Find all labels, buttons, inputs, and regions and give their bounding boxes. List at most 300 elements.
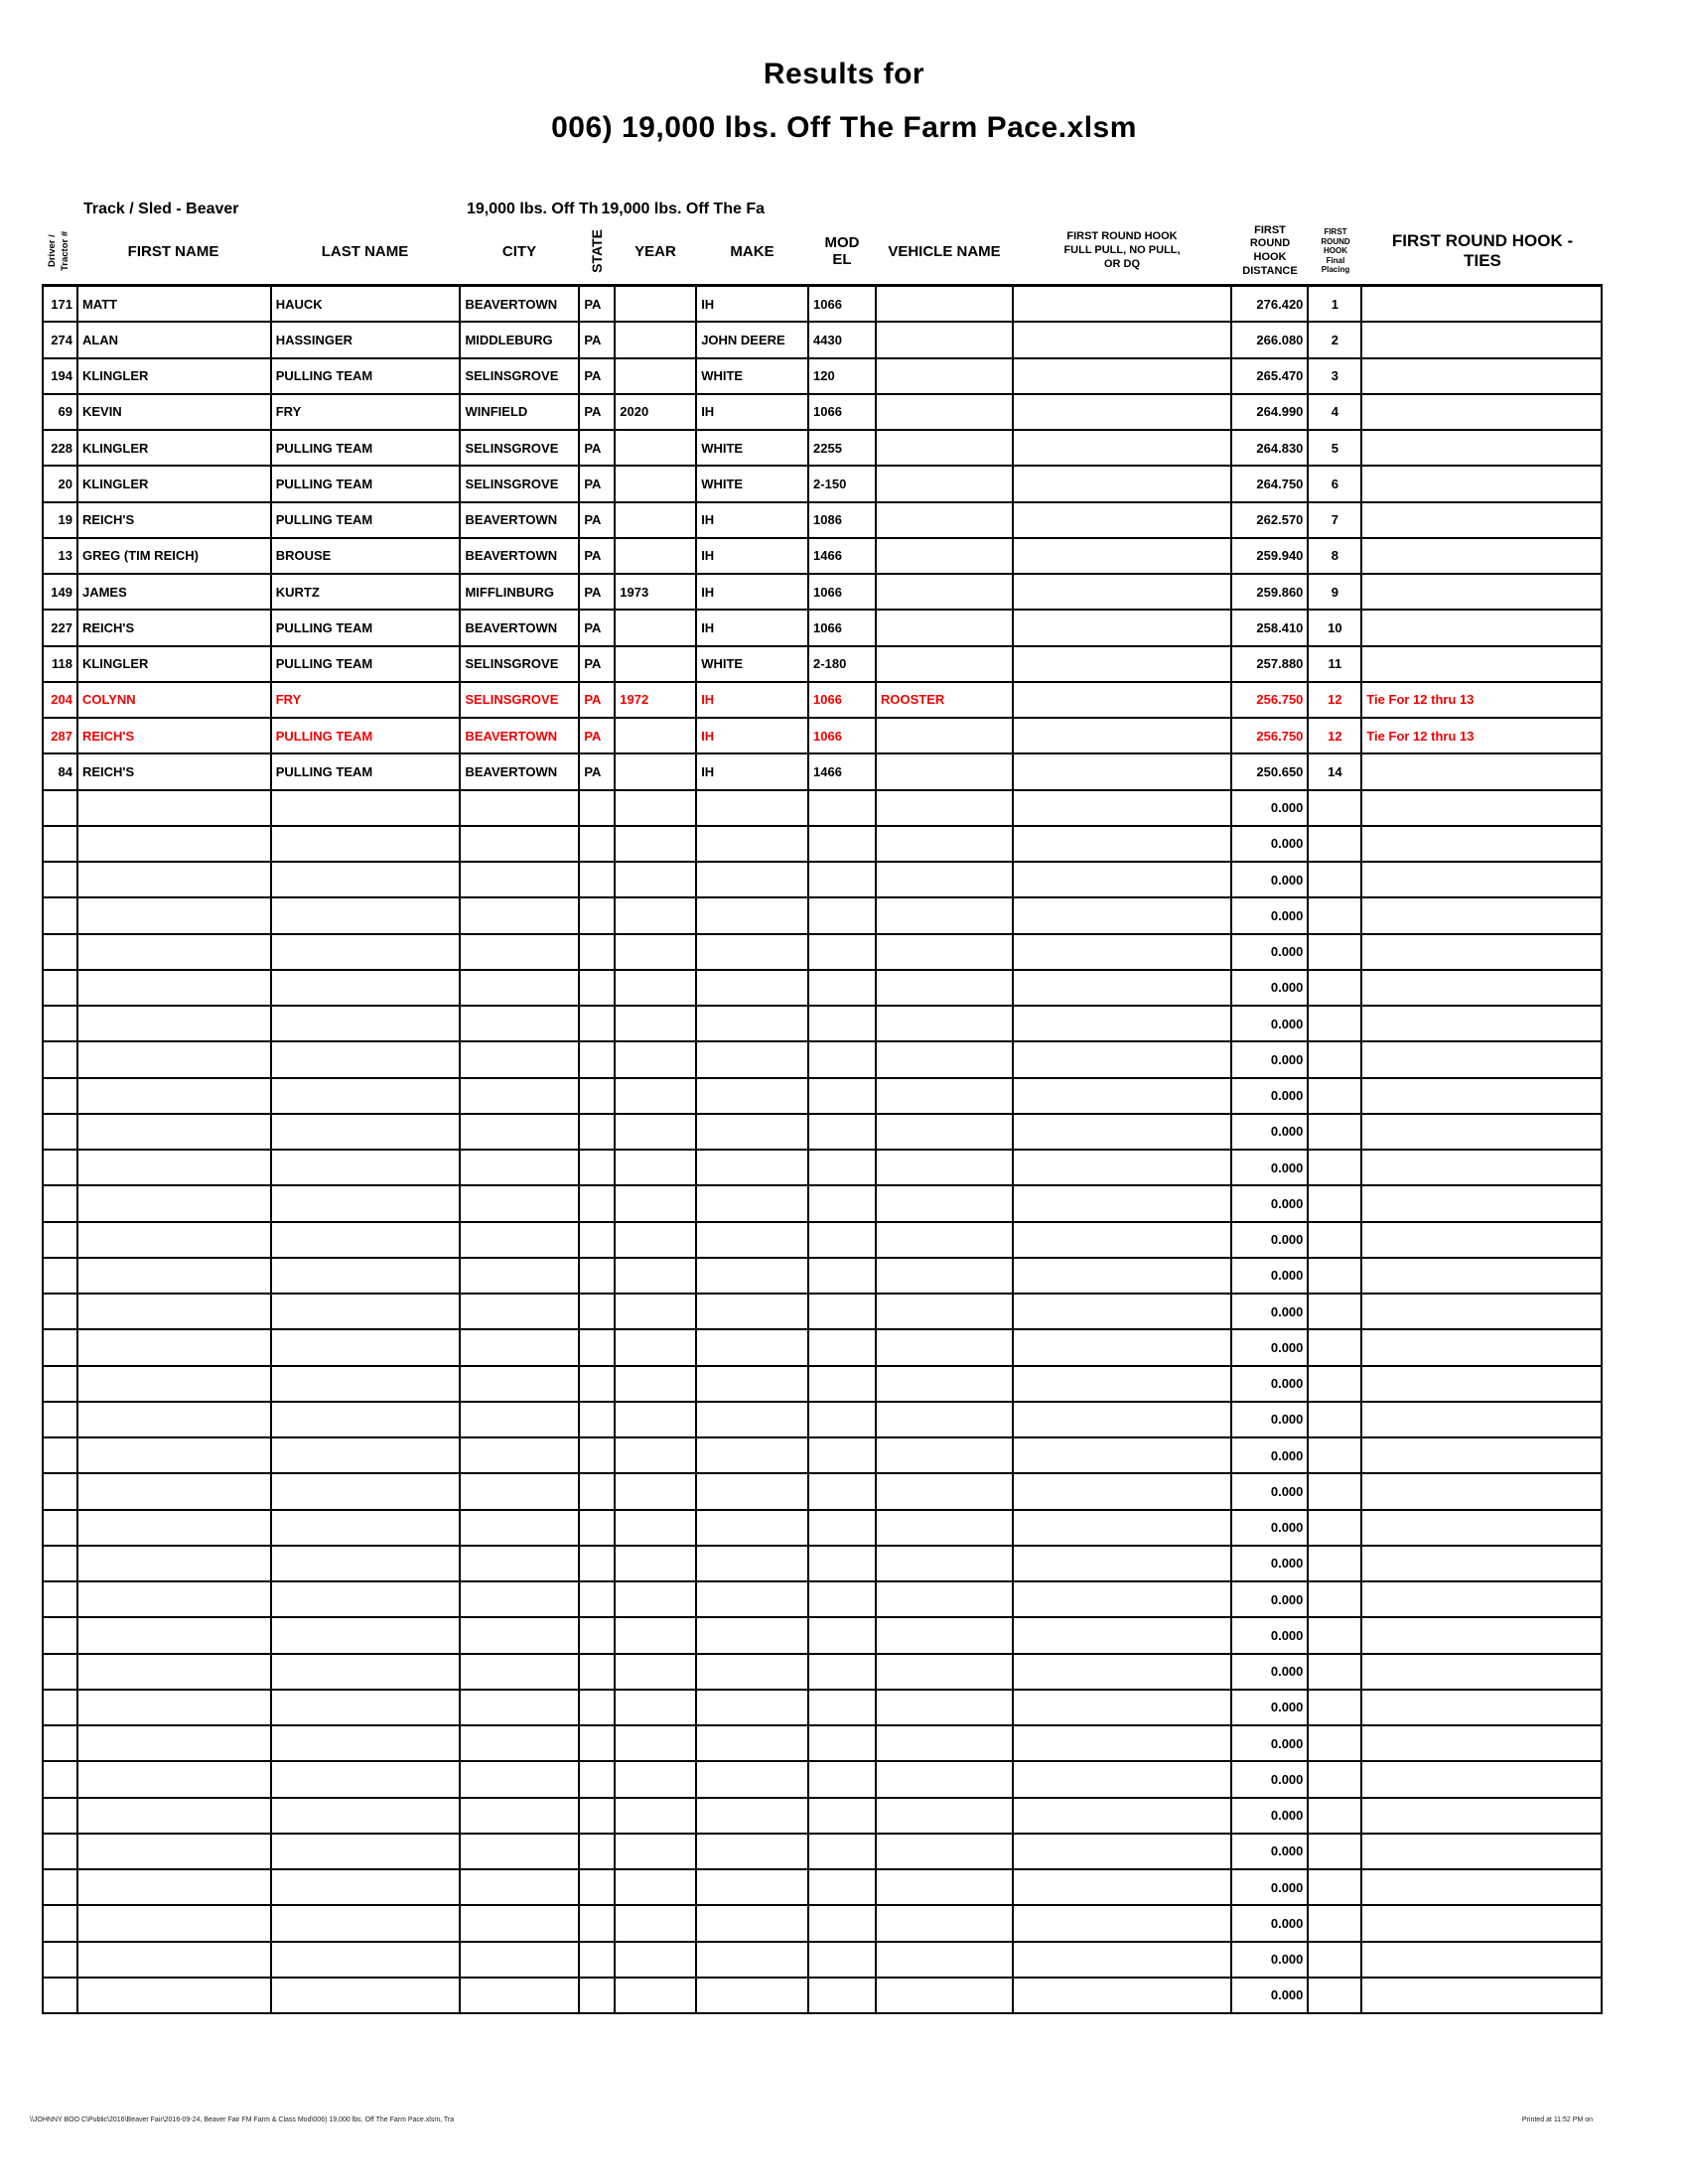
table-row	[42, 1691, 1603, 1726]
cell-city	[461, 1259, 580, 1293]
cell-placing	[1309, 1691, 1362, 1724]
cell-placing	[1309, 1835, 1362, 1868]
cell-num	[44, 1726, 78, 1760]
cell-num	[44, 1474, 78, 1508]
cell-last: PULLING TEAM	[272, 647, 462, 681]
cell-first: GREG (TIM REICH)	[78, 539, 272, 573]
cell-placing: 12	[1309, 683, 1362, 717]
cell-state: PA	[580, 395, 616, 429]
table-row	[42, 1367, 1603, 1403]
cell-first: KLINGLER	[78, 647, 272, 681]
cell-state	[580, 1762, 616, 1796]
cell-vehicle: ROOSTER	[877, 683, 1014, 717]
cell-last	[272, 1906, 462, 1940]
cell-year	[616, 1115, 697, 1149]
cell-model	[809, 1115, 877, 1149]
cell-city	[461, 1799, 580, 1833]
cell-first	[78, 863, 272, 896]
cell-year	[616, 1655, 697, 1689]
cell-year	[616, 827, 697, 861]
cell-first	[78, 1582, 272, 1616]
cell-state	[580, 1079, 616, 1113]
cell-city: SELINSGROVE	[461, 431, 580, 465]
table-row	[42, 323, 1603, 358]
cell-vehicle	[877, 1943, 1014, 1977]
cell-num	[44, 1582, 78, 1616]
cell-placing	[1309, 1547, 1362, 1580]
cell-model	[809, 1655, 877, 1689]
cell-placing	[1309, 1186, 1362, 1220]
cell-city	[461, 1691, 580, 1724]
cell-hook	[1014, 1906, 1232, 1940]
cell-distance: 0.000	[1232, 1799, 1310, 1833]
cell-first: KLINGLER	[78, 467, 272, 500]
cell-model: 1086	[809, 503, 877, 537]
cell-last: BROUSE	[272, 539, 462, 573]
cell-model	[809, 791, 877, 825]
cell-last: PULLING TEAM	[272, 359, 462, 393]
cell-city: MIFFLINBURG	[461, 575, 580, 609]
cell-last	[272, 1403, 462, 1436]
cell-hook	[1014, 1474, 1232, 1508]
cell-ties	[1362, 1547, 1603, 1580]
cell-year	[616, 1042, 697, 1076]
cell-last	[272, 935, 462, 969]
cell-year	[616, 1582, 697, 1616]
cell-num	[44, 1042, 78, 1076]
cell-year	[616, 1979, 697, 2012]
cell-distance: 0.000	[1232, 1655, 1310, 1689]
cell-city	[461, 1186, 580, 1220]
cell-vehicle	[877, 935, 1014, 969]
cell-first	[78, 827, 272, 861]
cell-hook	[1014, 1115, 1232, 1149]
table-row	[42, 1835, 1603, 1870]
table-row	[42, 1618, 1603, 1654]
cell-city	[461, 1943, 580, 1977]
cell-vehicle	[877, 863, 1014, 896]
cell-model	[809, 898, 877, 932]
table-row	[42, 1582, 1603, 1618]
cell-city	[461, 827, 580, 861]
cell-distance: 0.000	[1232, 1618, 1310, 1652]
cell-vehicle	[877, 827, 1014, 861]
cell-placing	[1309, 971, 1362, 1005]
cell-model: 1466	[809, 539, 877, 573]
cell-make: WHITE	[697, 431, 809, 465]
cell-hook	[1014, 1330, 1232, 1364]
cell-hook	[1014, 575, 1232, 609]
cell-last	[272, 1295, 462, 1328]
cell-distance: 0.000	[1232, 1151, 1310, 1184]
table-row	[42, 1079, 1603, 1115]
cell-year	[616, 1870, 697, 1904]
cell-make: IH	[697, 287, 809, 321]
cell-city: BEAVERTOWN	[461, 754, 580, 788]
table-row	[42, 1259, 1603, 1295]
cell-year	[616, 863, 697, 896]
cell-vehicle	[877, 1367, 1014, 1401]
cell-ties	[1362, 754, 1603, 788]
cell-placing: 7	[1309, 503, 1362, 537]
cell-last	[272, 971, 462, 1005]
cell-ties	[1362, 1511, 1603, 1545]
cell-year	[616, 1691, 697, 1724]
cell-placing	[1309, 1007, 1362, 1040]
cell-placing: 9	[1309, 575, 1362, 609]
cell-make	[697, 1726, 809, 1760]
cell-hook	[1014, 1438, 1232, 1472]
cell-vehicle	[877, 1870, 1014, 1904]
cell-model	[809, 1906, 877, 1940]
cell-make	[697, 1115, 809, 1149]
cell-ties	[1362, 1762, 1603, 1796]
cell-first	[78, 1115, 272, 1149]
cell-first: COLYNN	[78, 683, 272, 717]
cell-ties	[1362, 1330, 1603, 1364]
cell-num	[44, 1511, 78, 1545]
cell-hook	[1014, 431, 1232, 465]
cell-distance: 0.000	[1232, 1906, 1310, 1940]
table-row	[42, 1295, 1603, 1330]
table-row	[42, 287, 1603, 323]
cell-hook	[1014, 1762, 1232, 1796]
cell-state	[580, 1330, 616, 1364]
cell-distance: 262.570	[1232, 503, 1310, 537]
cell-distance: 0.000	[1232, 935, 1310, 969]
cell-vehicle	[877, 1762, 1014, 1796]
cell-vehicle	[877, 359, 1014, 393]
cell-make	[697, 1330, 809, 1364]
cell-ties	[1362, 395, 1603, 429]
cell-year	[616, 611, 697, 644]
cell-vehicle	[877, 1726, 1014, 1760]
cell-distance: 0.000	[1232, 1186, 1310, 1220]
cell-hook	[1014, 503, 1232, 537]
cell-placing	[1309, 1943, 1362, 1977]
cell-distance: 0.000	[1232, 827, 1310, 861]
table-row	[42, 971, 1603, 1007]
cell-num: 20	[44, 467, 78, 500]
cell-city	[461, 1906, 580, 1940]
cell-last	[272, 827, 462, 861]
cell-hook	[1014, 1835, 1232, 1868]
cell-city	[461, 1618, 580, 1652]
cell-model	[809, 1438, 877, 1472]
cell-vehicle	[877, 1618, 1014, 1652]
cell-vehicle	[877, 1115, 1014, 1149]
cell-distance: 0.000	[1232, 1007, 1310, 1040]
cell-num: 227	[44, 611, 78, 644]
cell-year	[616, 1726, 697, 1760]
cell-last: PULLING TEAM	[272, 467, 462, 500]
cell-placing	[1309, 1582, 1362, 1616]
cell-first: REICH'S	[78, 503, 272, 537]
cell-state	[580, 1223, 616, 1257]
cell-num	[44, 1655, 78, 1689]
cell-year	[616, 1618, 697, 1652]
cell-ties	[1362, 827, 1603, 861]
cell-ties	[1362, 1295, 1603, 1328]
cell-hook	[1014, 1511, 1232, 1545]
cell-year	[616, 1762, 697, 1796]
table-row	[42, 1799, 1603, 1835]
cell-model: 1066	[809, 683, 877, 717]
cell-num	[44, 1295, 78, 1328]
cell-city	[461, 1979, 580, 2012]
footer-printed-at: Printed at 11:52 PM on	[1521, 2116, 1593, 2123]
table-row	[42, 1943, 1603, 1979]
class-label	[467, 201, 768, 218]
table-row	[42, 539, 1603, 575]
cell-distance: 0.000	[1232, 1042, 1310, 1076]
cell-year: 2020	[616, 395, 697, 429]
cell-first	[78, 1151, 272, 1184]
cell-year	[616, 1799, 697, 1833]
cell-year	[616, 1259, 697, 1293]
table-row	[42, 1438, 1603, 1474]
cell-distance: 264.990	[1232, 395, 1310, 429]
cell-hook	[1014, 539, 1232, 573]
cell-distance: 259.940	[1232, 539, 1310, 573]
cell-last	[272, 1979, 462, 2012]
cell-last	[272, 1799, 462, 1833]
cell-ties	[1362, 791, 1603, 825]
cell-ties	[1362, 935, 1603, 969]
cell-last	[272, 1474, 462, 1508]
cell-state	[580, 1906, 616, 1940]
cell-make	[697, 1691, 809, 1724]
cell-last	[272, 1007, 462, 1040]
cell-placing: 2	[1309, 323, 1362, 356]
cell-city	[461, 1367, 580, 1401]
cell-make	[697, 863, 809, 896]
cell-model	[809, 1079, 877, 1113]
cell-placing: 14	[1309, 754, 1362, 788]
cell-last	[272, 1511, 462, 1545]
cell-num	[44, 1762, 78, 1796]
track-sled-label: Track / Sled - Beaver	[83, 201, 239, 217]
cell-ties	[1362, 1438, 1603, 1472]
cell-vehicle	[877, 539, 1014, 573]
cell-placing	[1309, 1618, 1362, 1652]
cell-ties	[1362, 1835, 1603, 1868]
cell-distance: 0.000	[1232, 791, 1310, 825]
cell-city	[461, 1295, 580, 1328]
cell-state: PA	[580, 287, 616, 321]
table-row	[42, 359, 1603, 395]
cell-make: IH	[697, 611, 809, 644]
cell-hook	[1014, 359, 1232, 393]
cell-year	[616, 754, 697, 788]
cell-placing: 5	[1309, 431, 1362, 465]
cell-num	[44, 935, 78, 969]
cell-hook	[1014, 1943, 1232, 1977]
cell-city: SELINSGROVE	[461, 359, 580, 393]
cell-distance: 0.000	[1232, 971, 1310, 1005]
cell-placing	[1309, 863, 1362, 896]
cell-year	[616, 539, 697, 573]
cell-state	[580, 935, 616, 969]
cell-distance: 0.000	[1232, 1582, 1310, 1616]
cell-state	[580, 1367, 616, 1401]
cell-vehicle	[877, 754, 1014, 788]
cell-hook	[1014, 1259, 1232, 1293]
cell-ties	[1362, 863, 1603, 896]
cell-first	[78, 1330, 272, 1364]
cell-model: 1066	[809, 395, 877, 429]
cell-make	[697, 1618, 809, 1652]
cell-state: PA	[580, 611, 616, 644]
cell-first: REICH'S	[78, 754, 272, 788]
cell-state	[580, 1979, 616, 2012]
cell-state	[580, 1151, 616, 1184]
cell-state	[580, 1726, 616, 1760]
cell-model	[809, 1403, 877, 1436]
cell-distance: 0.000	[1232, 1511, 1310, 1545]
cell-model: 1066	[809, 611, 877, 644]
cell-first	[78, 1835, 272, 1868]
cell-placing: 4	[1309, 395, 1362, 429]
header-first-round-hook-placing-label: FIRST ROUND HOOK Final Placing	[1321, 227, 1350, 275]
header-last-name: LAST NAME	[321, 242, 409, 260]
table-row	[42, 1655, 1603, 1691]
cell-last	[272, 1330, 462, 1364]
cell-first	[78, 1691, 272, 1724]
cell-num	[44, 971, 78, 1005]
cell-distance: 0.000	[1232, 1259, 1310, 1293]
cell-hook	[1014, 611, 1232, 644]
cell-ties	[1362, 1582, 1603, 1616]
cell-last: PULLING TEAM	[272, 503, 462, 537]
cell-first	[78, 1259, 272, 1293]
cell-make	[697, 898, 809, 932]
cell-ties	[1362, 1655, 1603, 1689]
class-label-truncated-2: 19,000 lbs. Off The Fa	[601, 201, 765, 217]
cell-make: IH	[697, 754, 809, 788]
table-row	[42, 791, 1603, 827]
cell-placing	[1309, 1403, 1362, 1436]
cell-distance: 0.000	[1232, 1835, 1310, 1868]
cell-placing	[1309, 1870, 1362, 1904]
cell-num	[44, 898, 78, 932]
cell-city	[461, 1079, 580, 1113]
cell-year: 1973	[616, 575, 697, 609]
cell-ties: Tie For 12 thru 13	[1362, 683, 1603, 717]
cell-distance: 0.000	[1232, 1403, 1310, 1436]
cell-first	[78, 1943, 272, 1977]
cell-placing: 12	[1309, 719, 1362, 752]
cell-num: 149	[44, 575, 78, 609]
cell-first	[78, 1906, 272, 1940]
cell-make	[697, 1079, 809, 1113]
cell-city	[461, 1835, 580, 1868]
cell-num	[44, 1186, 78, 1220]
cell-make: IH	[697, 683, 809, 717]
table-row	[42, 1547, 1603, 1582]
cell-make: JOHN DEERE	[697, 323, 809, 356]
cell-num: 171	[44, 287, 78, 321]
cell-last: FRY	[272, 683, 462, 717]
cell-model	[809, 935, 877, 969]
cell-ties	[1362, 1403, 1603, 1436]
cell-model	[809, 1474, 877, 1508]
cell-num	[44, 1223, 78, 1257]
cell-model	[809, 1799, 877, 1833]
cell-placing: 11	[1309, 647, 1362, 681]
table-row	[42, 431, 1603, 467]
cell-model: 1066	[809, 287, 877, 321]
cell-first	[78, 1367, 272, 1401]
cell-hook	[1014, 1618, 1232, 1652]
cell-num	[44, 1438, 78, 1472]
cell-vehicle	[877, 1403, 1014, 1436]
cell-make	[697, 1007, 809, 1040]
cell-year	[616, 647, 697, 681]
cell-city	[461, 1042, 580, 1076]
cell-last: PULLING TEAM	[272, 754, 462, 788]
cell-state	[580, 1547, 616, 1580]
cell-city	[461, 1547, 580, 1580]
cell-first: MATT	[78, 287, 272, 321]
cell-state	[580, 1007, 616, 1040]
cell-hook	[1014, 898, 1232, 932]
cell-placing	[1309, 1330, 1362, 1364]
cell-first	[78, 1799, 272, 1833]
cell-last	[272, 1186, 462, 1220]
cell-hook	[1014, 1151, 1232, 1184]
cell-make: WHITE	[697, 647, 809, 681]
table-row	[42, 683, 1603, 719]
cell-make	[697, 1762, 809, 1796]
cell-vehicle	[877, 575, 1014, 609]
cell-vehicle	[877, 467, 1014, 500]
cell-state	[580, 1582, 616, 1616]
cell-first	[78, 1979, 272, 2012]
cell-distance: 0.000	[1232, 1079, 1310, 1113]
cell-vehicle	[877, 1691, 1014, 1724]
cell-state	[580, 1655, 616, 1689]
cell-distance: 264.830	[1232, 431, 1310, 465]
cell-state	[580, 1691, 616, 1724]
cell-ties	[1362, 1691, 1603, 1724]
cell-placing	[1309, 1474, 1362, 1508]
cell-last	[272, 1151, 462, 1184]
cell-num: 69	[44, 395, 78, 429]
cell-make	[697, 1474, 809, 1508]
cell-first	[78, 1726, 272, 1760]
cell-hook	[1014, 1547, 1232, 1580]
cell-vehicle	[877, 1979, 1014, 2012]
cell-ties	[1362, 1259, 1603, 1293]
cell-make	[697, 1042, 809, 1076]
cell-vehicle	[877, 1007, 1014, 1040]
cell-last	[272, 1367, 462, 1401]
cell-first	[78, 898, 272, 932]
cell-make: IH	[697, 503, 809, 537]
cell-city: WINFIELD	[461, 395, 580, 429]
cell-year	[616, 1330, 697, 1364]
cell-state: PA	[580, 575, 616, 609]
cell-placing	[1309, 1367, 1362, 1401]
cell-placing: 3	[1309, 359, 1362, 393]
header-first-round-hook-ties-label: FIRST ROUND HOOK - TIES	[1391, 231, 1574, 270]
cell-state	[580, 1403, 616, 1436]
cell-first: JAMES	[78, 575, 272, 609]
cell-hook	[1014, 323, 1232, 356]
cell-num	[44, 1943, 78, 1977]
cell-model	[809, 827, 877, 861]
